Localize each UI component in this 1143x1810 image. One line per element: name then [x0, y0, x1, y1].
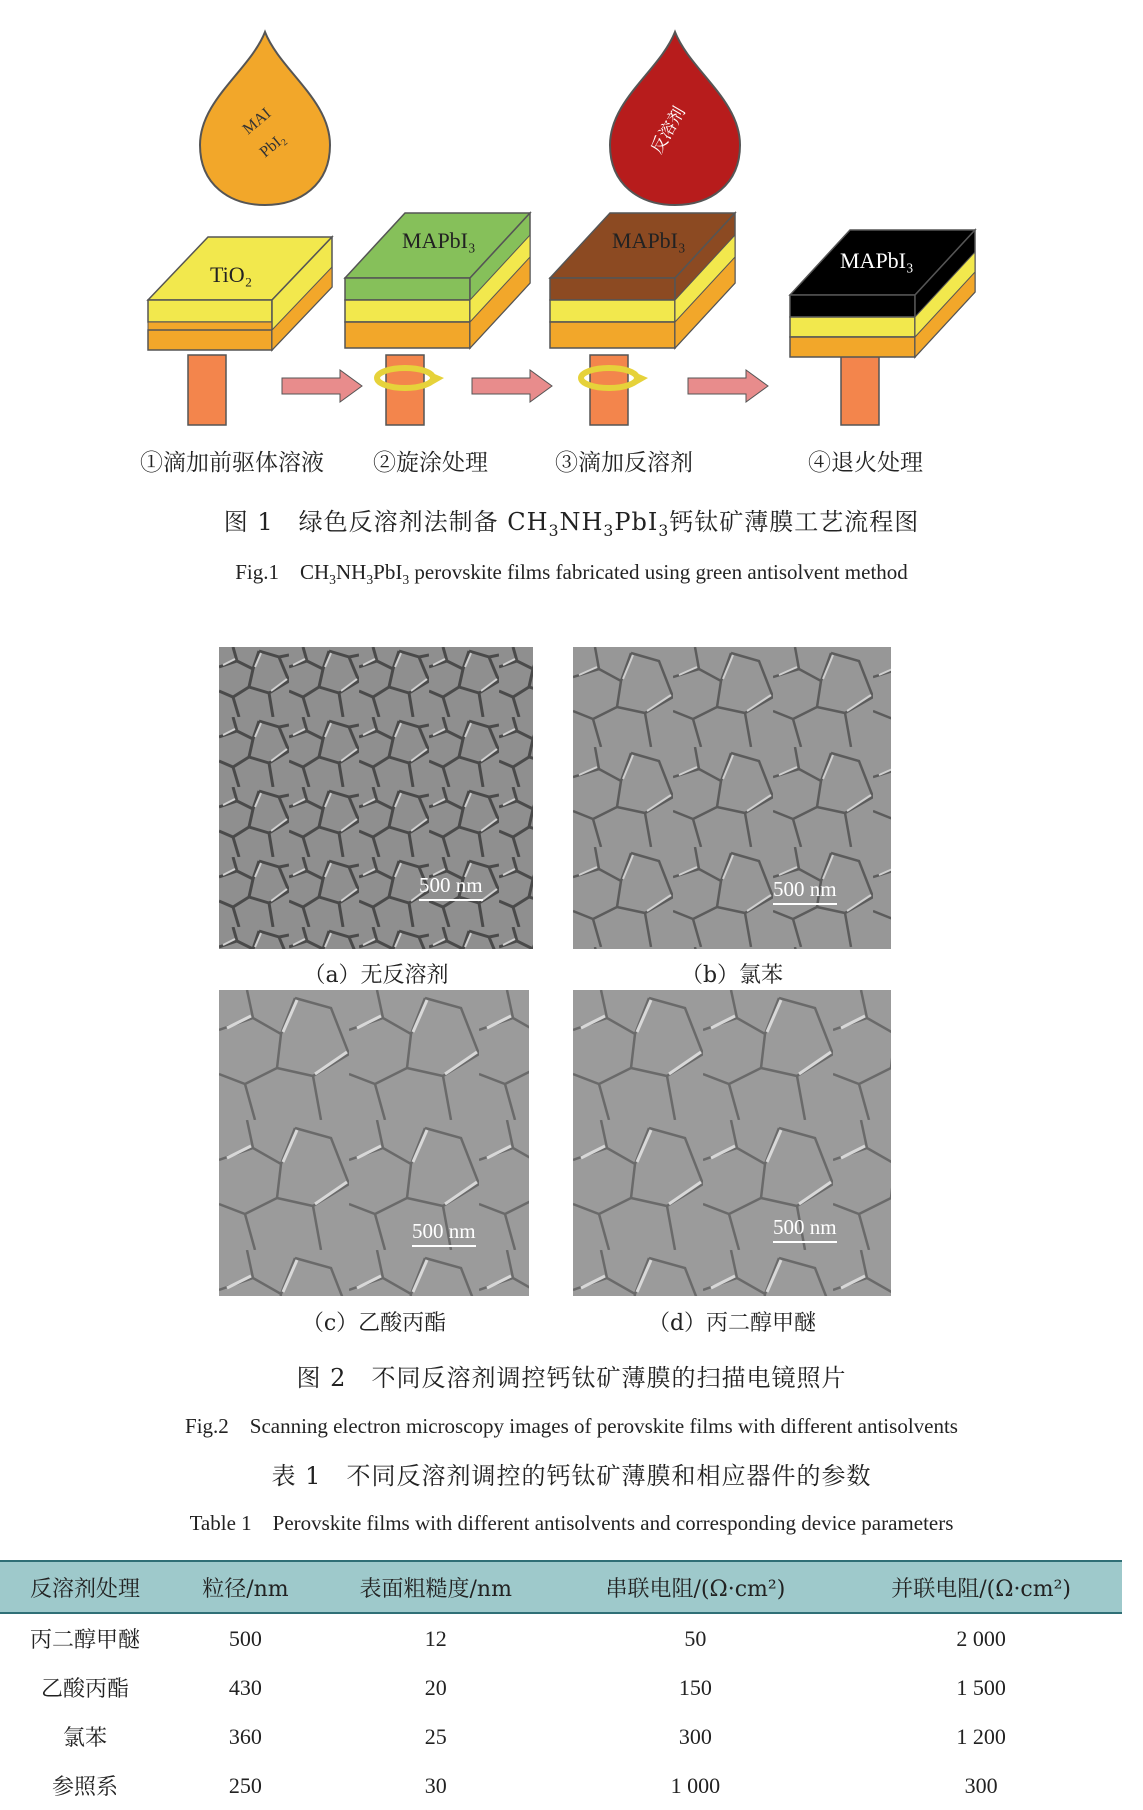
table-row — [0, 1712, 1122, 1761]
sem-caption-b: （b）氯苯 — [680, 963, 784, 988]
fig1-process-diagram — [0, 0, 1143, 440]
step-label-2: ②旋涂处理 — [373, 450, 488, 476]
fig1-caption-en: Fig.1 $CH_3NH_3PbI_3$ perovskite films fabricated using green antisolvent method — [235, 560, 908, 588]
arrow-right-icon — [282, 370, 362, 402]
sem-image-a — [219, 647, 533, 949]
fig2-caption-en: Fig.2 Scanning electron microscopy images of perovskite films with different antisolvents — [185, 1414, 958, 1438]
table1-caption-en: Table 1 Perovskite films with different antisolvents and corresponding device parameters — [189, 1511, 954, 1535]
drop-text-pbi: PbI₂ — [256, 130, 289, 162]
table-header-cell: 表面粗糙度/nm — [321, 1561, 551, 1613]
sem-image-b — [573, 647, 891, 949]
sem-image-d — [573, 990, 891, 1296]
table-cell: 1 000 — [670, 1772, 721, 1798]
scale-bar-c: 500 nm — [412, 1219, 476, 1247]
table-cell: 2 000 — [956, 1625, 1006, 1651]
table-cell: 430 — [228, 1674, 262, 1700]
table-cell: 150 — [678, 1674, 712, 1700]
table-cell: 20 — [424, 1674, 447, 1700]
step-label-1: ①滴加前驱体溶液 — [140, 450, 324, 476]
table-cell: 30 — [424, 1772, 447, 1798]
sem-image-c — [219, 990, 529, 1296]
table-cell: 1 500 — [956, 1674, 1006, 1700]
table-cell: 12 — [424, 1625, 447, 1651]
sem-caption-a: （a）无反溶剂 — [303, 963, 449, 988]
arrow-right-icon — [472, 370, 552, 402]
table-cell: 50 — [684, 1625, 707, 1651]
table-header-cell: 串联电阻/(Ω·cm²) — [551, 1561, 841, 1613]
parameters-table — [0, 1560, 1122, 1810]
table-cell: 360 — [228, 1723, 262, 1749]
table-cell: 丙二醇甲醚 — [29, 1628, 140, 1653]
table-cell: 500 — [228, 1625, 262, 1651]
table-header-row — [0, 1561, 1122, 1613]
layer-label-mapbi3-2: MAPbI₃ — [612, 228, 686, 253]
table-row — [0, 1663, 1122, 1712]
layer-label-tio2: TiO₂ — [210, 262, 253, 287]
table-cell: 氯苯 — [62, 1726, 107, 1751]
table-header-cell: 粒径/nm — [170, 1561, 321, 1613]
table-header-cell: 并联电阻/(Ω·cm²) — [840, 1561, 1122, 1613]
table-header-cell: 反溶剂处理 — [0, 1561, 170, 1613]
arrow-right-icon — [688, 370, 768, 402]
layer-label-mapbi3-3: MAPbI₃ — [840, 248, 914, 273]
table-row — [0, 1761, 1122, 1810]
drop-text-antisolvent: 反溶剂 — [647, 103, 690, 158]
step-label-3: ③滴加反溶剂 — [555, 450, 693, 476]
table-cell: 25 — [424, 1723, 447, 1749]
table-cell: 300 — [678, 1723, 712, 1749]
scale-bar-b: 500 nm — [773, 877, 837, 905]
sem-caption-c: （c）乙酸丙酯 — [301, 1311, 447, 1336]
table-cell: 300 — [964, 1772, 998, 1798]
table-cell: 250 — [228, 1772, 262, 1798]
sem-caption-d: （d）丙二醇甲醚 — [647, 1311, 817, 1336]
table-cell: 参照系 — [51, 1775, 118, 1800]
table-row — [0, 1613, 1122, 1663]
scale-bar-d: 500 nm — [773, 1215, 837, 1243]
fig1-caption-cn: 图 1 绿色反溶剂法制备 $CH_3NH_3PbI_3$钙钛矿薄膜工艺流程图 — [223, 508, 920, 540]
layer-label-mapbi3-1: MAPbI₃ — [402, 228, 476, 253]
table-cell: 1 200 — [956, 1723, 1006, 1749]
substrate-tio2 — [148, 237, 332, 350]
table1-caption-cn: 表 1 不同反溶剂调控的钙钛矿薄膜和相应器件的参数 — [271, 1462, 872, 1490]
step-label-4: ④退火处理 — [808, 450, 923, 476]
drop-text-mai: MAI — [239, 105, 275, 139]
table-cell: 乙酸丙酯 — [40, 1677, 129, 1702]
fig2-caption-cn: 图 2 不同反溶剂调控钙钛矿薄膜的扫描电镜照片 — [296, 1364, 847, 1392]
scale-bar-a: 500 nm — [419, 873, 483, 901]
